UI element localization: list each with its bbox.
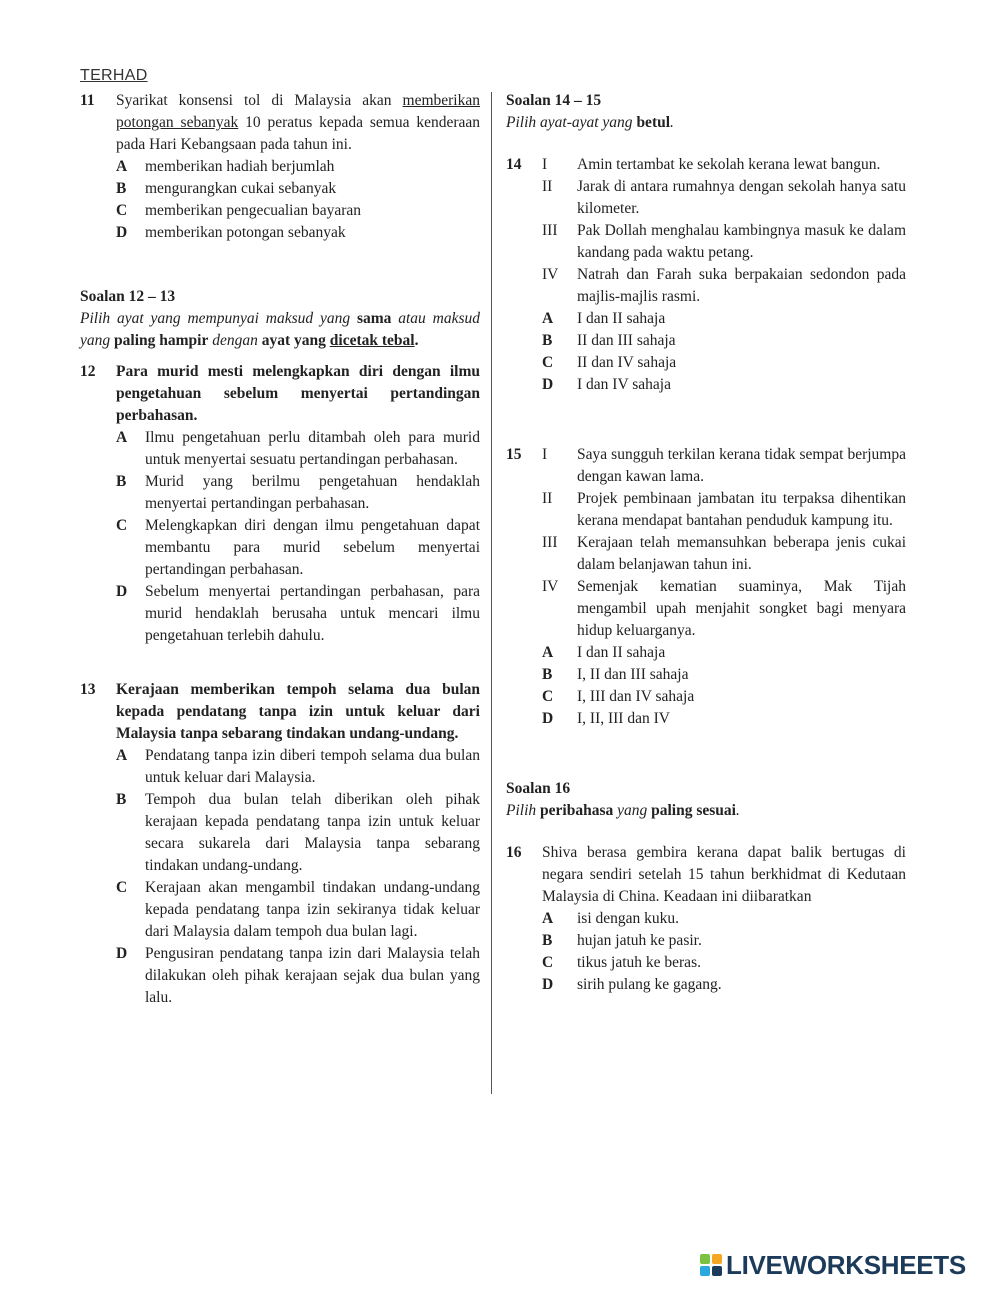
option-b[interactable]: B I, II dan III sahaja (542, 666, 689, 683)
option-b[interactable]: B Murid yang berilmu pengetahuan hendaklah menyertai pertandingan perbahasan. (116, 473, 480, 512)
option-b[interactable]: B mengurangkan cukai sebanyak (116, 180, 337, 197)
logo-text: LIVEWORKSHEETS (726, 1250, 966, 1280)
section-instructions: Pilih peribahasa yang paling sesuai. (506, 802, 740, 819)
section-instructions: Pilih ayat yang mempunyai maksud yang sama atau maksud yang paling hampir dengan ayat yang dicetak tebal. (80, 310, 481, 349)
question-13 (80, 679, 480, 1009)
option-a[interactable]: A memberikan hadiah berjumlah (116, 158, 335, 175)
section-instructions: Pilih ayat-ayat yang betul. (506, 114, 674, 131)
option-c[interactable]: C II dan IV sahaja (542, 354, 677, 371)
column-divider (491, 92, 492, 1094)
question-12 (80, 361, 480, 647)
underlined-phrase: memberikan potongan sebanyak (116, 92, 480, 131)
question-number: 14 (506, 156, 522, 173)
option-a[interactable]: A Pendatang tanpa izin diberi tempoh selama dua bulan untuk keluar dari Malaysia. (116, 747, 480, 786)
option-c[interactable]: C Melengkapkan diri dengan ilmu pengetahuan dapat membantu para murid sebelum menyertai pertandingan perbahasan. (116, 517, 480, 578)
option-c[interactable]: C Kerajaan akan mengambil tindakan undang-undang kepada pendatang tanpa izin sekiranya tidak keluar dari Malaysia dalam tempoh dua bulan lagi. (116, 879, 480, 940)
section-title: Soalan 16 (506, 780, 571, 797)
statement-iii: III Kerajaan telah memansuhkan beberapa jenis cukai dalam belanjawan tahun ini. (542, 534, 906, 573)
statement-iv: IV Natrah dan Farah suka berpakaian sedondon pada majlis-majlis rasmi. (542, 266, 906, 305)
option-a[interactable]: A I dan II sahaja (542, 310, 666, 327)
option-d[interactable]: D Pengusiran pendatang tanpa izin dari Malaysia telah dilakukan oleh pihak kerajaan sejak dua bulan yang lalu. (116, 945, 480, 1006)
option-d[interactable]: D sirih pulang ke gagang. (542, 976, 722, 993)
question-number: 16 (506, 844, 522, 861)
question-16 (506, 842, 906, 996)
question-number: 12 (80, 363, 96, 380)
question-15 (506, 444, 906, 730)
option-c[interactable]: C memberikan pengecualian bayaran (116, 202, 362, 219)
question-stem: Shiva berasa gembira kerana dapat balik bertugas di negara sendiri setelah 15 tahun berkhidmat di Kedutaan Malaysia di China. Keadaan ini diibaratkan (542, 844, 906, 905)
section-16 (506, 778, 906, 822)
option-b[interactable]: B hujan jatuh ke pasir. (542, 932, 702, 949)
section-title: Soalan 12 – 13 (80, 288, 176, 305)
statement-ii: II Jarak di antara rumahnya dengan sekolah hanya satu kilometer. (542, 178, 906, 217)
option-a[interactable]: A Ilmu pengetahuan perlu ditambah oleh para murid untuk menyertai sesuatu pertandingan perbahasan. (116, 429, 480, 468)
question-stem: Kerajaan memberikan tempoh selama dua bulan kepada pendatang tanpa izin untuk keluar dari Malaysia tanpa sebarang tindakan undang-undang. (116, 681, 480, 742)
option-c[interactable]: C tikus jatuh ke beras. (542, 954, 701, 971)
statement-i: I Saya sungguh terkilan kerana tidak sempat berjumpa dengan kawan lama. (542, 446, 906, 485)
option-c[interactable]: C I, III dan IV sahaja (542, 688, 695, 705)
option-d[interactable]: D Sebelum menyertai pertandingan perbahasan, para murid hendaklah berusaha untuk mencari ilmu pengetahuan terlebih dahulu. (116, 583, 480, 644)
statement-iv: IV Semenjak kematian suaminya, Mak Tijah mengambil upah menjahit songket bagi menyara hidup keluarganya. (542, 578, 906, 639)
liveworksheets-grid-icon (700, 1254, 722, 1276)
option-a[interactable]: A I dan II sahaja (542, 644, 666, 661)
liveworksheets-logo[interactable] (700, 1250, 966, 1280)
section-14-15 (506, 90, 906, 134)
right-column (506, 90, 906, 996)
option-d[interactable]: D I, II, III dan IV (542, 710, 670, 727)
option-a[interactable]: A isi dengan kuku. (542, 910, 680, 927)
statement-ii: II Projek pembinaan jambatan itu terpaksa dihentikan kerana mendapat bantahan penduduk kampung itu. (542, 490, 906, 529)
question-number: 15 (506, 446, 522, 463)
question-stem: Para murid mesti melengkapkan diri dengan ilmu pengetahuan sebelum menyertai pertandingan perbahasan. (116, 363, 480, 424)
document-classification: TERHAD (80, 67, 148, 84)
section-12-13 (80, 286, 480, 352)
left-column (80, 90, 480, 1009)
statement-i: I Amin tertambat ke sekolah kerana lewat bangun. (542, 156, 881, 173)
question-14 (506, 154, 906, 396)
question-number: 11 (80, 92, 95, 109)
option-b[interactable]: B Tempoh dua bulan telah diberikan oleh pihak kerajaan kepada pendatang tanpa izin untuk keluar secara sukarela dari Malaysia tanpa sebarang tindakan undang-undang. (116, 791, 480, 874)
option-b[interactable]: B II dan III sahaja (542, 332, 676, 349)
statement-iii: III Pak Dollah menghalau kambingnya masuk ke dalam kandang pada waktu petang. (542, 222, 906, 261)
question-stem: Syarikat konsensi tol di Malaysia akan memberikan potongan sebanyak 10 peratus kepada semua kenderaan pada Hari Kebangsaan pada tahun ini. (116, 92, 480, 153)
question-11 (80, 90, 480, 244)
section-title: Soalan 14 – 15 (506, 92, 602, 109)
option-d[interactable]: D I dan IV sahaja (542, 376, 671, 393)
option-d[interactable]: D memberikan potongan sebanyak (116, 224, 346, 241)
question-number: 13 (80, 681, 96, 698)
